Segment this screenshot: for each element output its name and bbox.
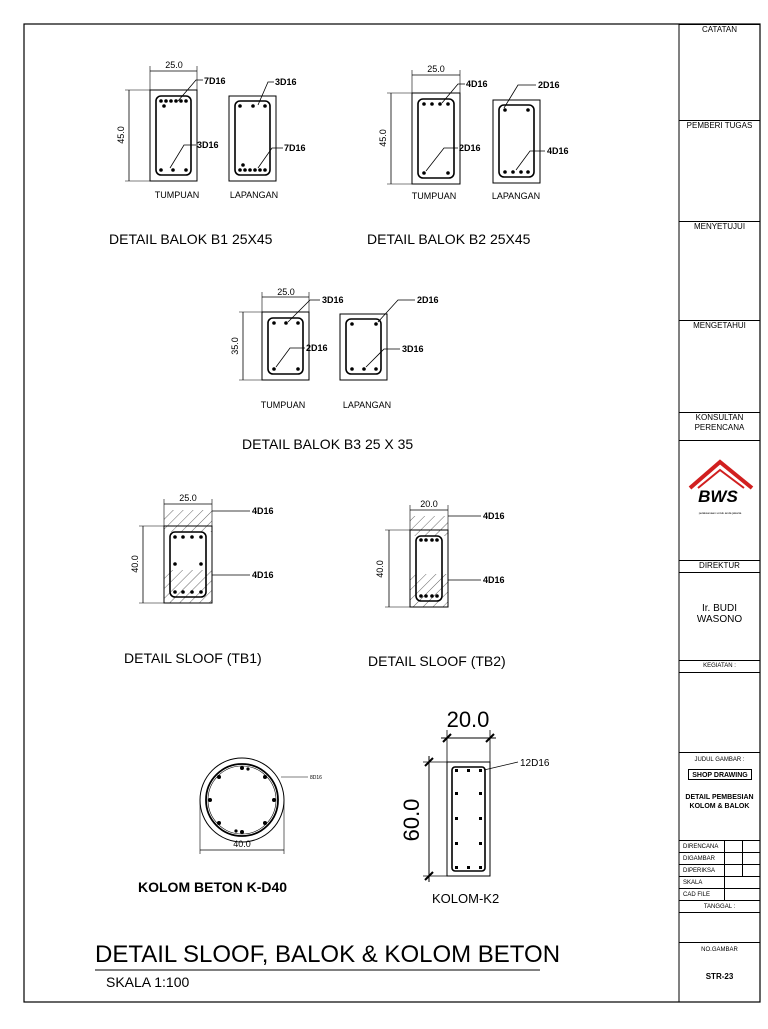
tb-direktur-label: DIREKTUR bbox=[699, 561, 740, 570]
b2-field-top-label: 2D16 bbox=[538, 80, 560, 90]
tb2-height-dim: 40.0 bbox=[375, 560, 385, 578]
tb-digambar-label: DIGAMBAR bbox=[683, 856, 716, 862]
b2-support-caption: TUMPUAN bbox=[411, 191, 457, 201]
round-column-detail bbox=[138, 758, 322, 895]
tb-pemberi-tugas bbox=[679, 120, 760, 131]
tb-mengetahui-label: MENGETAHUI bbox=[693, 321, 746, 330]
b2-support-section bbox=[412, 93, 460, 184]
b3-height-dim: 35.0 bbox=[230, 337, 240, 355]
b2-field-section bbox=[493, 100, 540, 183]
b1-height-dim: 45.0 bbox=[116, 126, 126, 144]
tb-direncana-label: DIRENCANA bbox=[683, 844, 719, 850]
tb-row-skala bbox=[679, 876, 760, 888]
tb-sheet-no: STR-23 bbox=[705, 972, 734, 981]
drawing-title: DETAIL SLOOF, BALOK & KOLOM BETON bbox=[95, 941, 561, 968]
tb-kegiatan bbox=[679, 660, 760, 671]
sloof-tb1-detail bbox=[124, 493, 274, 666]
tb2-width-dim: 20.0 bbox=[420, 499, 438, 509]
b1-field-bottom-label: 7D16 bbox=[284, 143, 306, 153]
tb-row-digambar bbox=[679, 852, 760, 864]
tb-mengetahui bbox=[679, 320, 760, 331]
k2-width-dim: 20.0 bbox=[446, 707, 490, 732]
tb-logo-divider bbox=[679, 440, 760, 441]
b3-support-bottom-label: 2D16 bbox=[306, 343, 328, 353]
b2-width-dim: 25.0 bbox=[427, 64, 445, 74]
b1-support-section bbox=[150, 90, 197, 181]
bws-logo bbox=[690, 462, 752, 515]
b1-title: DETAIL BALOK B1 25X45 bbox=[109, 231, 273, 247]
sloof-tb2-detail bbox=[368, 499, 506, 669]
b3-title: DETAIL BALOK B3 25 X 35 bbox=[242, 436, 414, 452]
b1-field-top-label: 3D16 bbox=[275, 77, 297, 87]
tb-skala-label: SKALA bbox=[683, 880, 703, 886]
tb-menyetujui bbox=[679, 221, 760, 232]
tb-row-blank bbox=[679, 912, 760, 942]
tb-direktur-name-box bbox=[679, 572, 760, 573]
tb2-top-label: 4D16 bbox=[483, 511, 505, 521]
beam-b1-detail bbox=[109, 60, 306, 247]
k2-height-dim: 60.0 bbox=[399, 798, 424, 842]
b3-field-top-label: 2D16 bbox=[417, 295, 439, 305]
tb-no-gambar bbox=[679, 942, 760, 957]
tb-no-gambar-label: NO.GAMBAR bbox=[701, 947, 738, 953]
b1-support-caption: TUMPUAN bbox=[154, 190, 200, 200]
k2-rebar-label: 12D16 bbox=[520, 758, 550, 769]
tb-row-tanggal bbox=[679, 900, 760, 912]
tb-judul-gambar bbox=[679, 752, 760, 767]
tb-judul bbox=[679, 793, 760, 811]
tb1-title: DETAIL SLOOF (TB1) bbox=[124, 650, 262, 666]
tb-row-direncana bbox=[679, 840, 760, 852]
k2-title: KOLOM-K2 bbox=[432, 891, 500, 906]
b3-width-dim: 25.0 bbox=[277, 287, 295, 297]
tb2-title: DETAIL SLOOF (TB2) bbox=[368, 653, 506, 669]
b3-field-caption: LAPANGAN bbox=[342, 400, 392, 410]
tb-judul-1: DETAIL PEMBESIAN bbox=[685, 794, 754, 801]
b1-field-caption: LAPANGAN bbox=[229, 190, 279, 200]
tb-shop-drawing: SHOP DRAWING bbox=[688, 769, 752, 780]
logo-text: BWS bbox=[698, 487, 738, 506]
round-column-section bbox=[200, 758, 284, 842]
tb1-bottom-label: 4D16 bbox=[252, 570, 274, 580]
tb-kegiatan-divider bbox=[679, 672, 760, 673]
round-column-diameter-dim: 40.0 bbox=[233, 839, 251, 849]
b2-field-caption: LAPANGAN bbox=[491, 191, 541, 201]
b1-support-bottom-label: 3D16 bbox=[197, 140, 219, 150]
b1-support-top-label: 7D16 bbox=[204, 76, 226, 86]
tb-cad-file-label: CAD FILE bbox=[683, 892, 711, 898]
tb-konsultan bbox=[679, 412, 760, 433]
round-column-rebar-label: 8D16 bbox=[310, 775, 322, 781]
b1-width-dim: 25.0 bbox=[165, 60, 183, 70]
sheet-border bbox=[24, 24, 760, 1002]
tb-judul-gambar-label: JUDUL GAMBAR : bbox=[694, 757, 745, 763]
b3-field-bottom-label: 3D16 bbox=[402, 344, 424, 354]
tb-row-diperiksa bbox=[679, 864, 760, 876]
tb-konsultan-label-1: KONSULTAN bbox=[695, 413, 744, 422]
tb-diperiksa-label: DIPERIKSA bbox=[683, 868, 716, 874]
tb-judul-2: KOLOM & BALOK bbox=[689, 803, 750, 810]
tb-menyetujui-label: MENYETUJUI bbox=[693, 222, 746, 231]
tb-kegiatan-label: KEGIATAN : bbox=[703, 663, 736, 669]
tb-tanggal-label: TANGGAL : bbox=[703, 904, 736, 910]
b2-support-top-label: 4D16 bbox=[466, 79, 488, 89]
tb-pemberi-tugas-label: PEMBERI TUGAS bbox=[686, 121, 753, 130]
b2-height-dim: 45.0 bbox=[378, 129, 388, 147]
tb1-height-dim: 40.0 bbox=[130, 555, 140, 573]
b3-support-top-label: 3D16 bbox=[322, 295, 344, 305]
column-k2-detail bbox=[399, 707, 550, 906]
beam-b3-detail bbox=[230, 287, 439, 452]
b1-field-section bbox=[229, 96, 276, 181]
round-column-title: KOLOM BETON K-D40 bbox=[138, 879, 288, 895]
tb-row-cad-file bbox=[679, 888, 760, 900]
b2-support-bottom-label: 2D16 bbox=[459, 143, 481, 153]
tb1-width-dim: 25.0 bbox=[179, 493, 197, 503]
tb-catatan-label: CATATAN bbox=[702, 25, 737, 34]
tb1-top-label: 4D16 bbox=[252, 506, 274, 516]
tb-catatan bbox=[679, 24, 760, 35]
tb-direktur-name: Ir. BUDI WASONO bbox=[696, 603, 743, 625]
tb-konsultan-label-2: PERENCANA bbox=[694, 423, 745, 432]
drawing-scale: SKALA 1:100 bbox=[106, 974, 190, 990]
b2-field-bottom-label: 4D16 bbox=[547, 146, 569, 156]
tb-direktur bbox=[679, 560, 760, 571]
tb2-bottom-label: 4D16 bbox=[483, 575, 505, 585]
b3-support-caption: TUMPUAN bbox=[260, 400, 306, 410]
k2-section bbox=[447, 762, 490, 876]
b2-title: DETAIL BALOK B2 25X45 bbox=[367, 231, 531, 247]
logo-tagline: pelaksanaan untuk anda jakarta bbox=[698, 511, 742, 515]
beam-b2-detail bbox=[367, 64, 569, 247]
